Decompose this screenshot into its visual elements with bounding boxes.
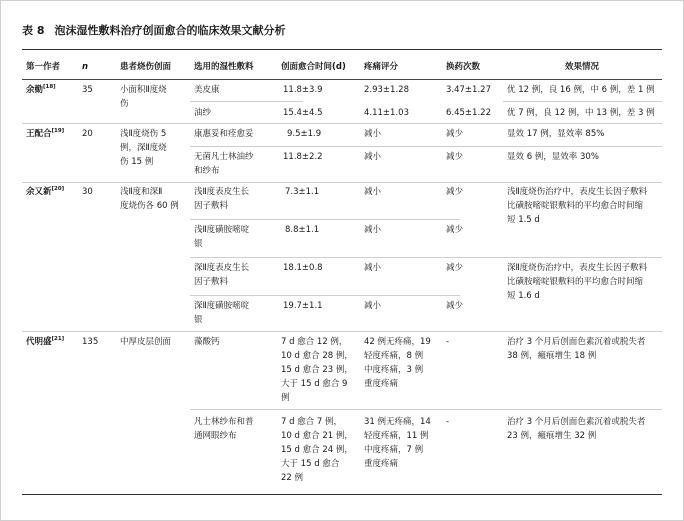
group-divider — [22, 182, 662, 183]
dressing-changes-cell: - — [446, 337, 450, 347]
effect-cell: 治疗 3 个月后创面色素沉着或脱失者 38 例，瘢痕增生 18 例 — [507, 337, 646, 361]
n-cell: 20 — [82, 129, 93, 139]
author-cell: 王配合[19] — [26, 128, 65, 139]
pain-score-cell: 减小 — [364, 263, 382, 273]
pain-score-cell: 31 例无疼痛，14 轻度疼痛，11 例 中度疼痛，7 例 重度疼痛 — [364, 417, 431, 469]
subrow-divider — [503, 101, 662, 102]
subrow-divider — [190, 295, 460, 296]
effect-cell: 显效 17 例，显效率 85% — [507, 129, 605, 139]
n-cell: 135 — [82, 337, 99, 347]
wound-cell: 浅Ⅱ度烧伤 5 例，深Ⅱ度烧 伤 15 例 — [120, 129, 167, 167]
author-cell: 余又新[20] — [26, 186, 65, 197]
author-cell: 余勤[18] — [26, 84, 56, 95]
reference-marker: [20] — [51, 186, 65, 193]
author-cell: 代明盛[21] — [26, 336, 65, 347]
dressing-changes-cell: 3.47±1.27 — [446, 85, 491, 95]
table-caption: 泡沫湿性敷料治疗创面愈合的临床效果文献分析 — [54, 24, 286, 37]
dressing-cell: 美皮康 — [194, 85, 220, 95]
healing-time-cell: 11.8±3.9 — [283, 85, 323, 95]
healing-time-cell: 9.5±1.9 — [287, 129, 322, 139]
dressing-changes-cell: 减少 — [446, 225, 464, 235]
dressing-changes-cell: 减少 — [446, 301, 464, 311]
healing-time-cell: 8.8±1.1 — [285, 225, 320, 235]
dressing-cell: 深Ⅱ度磺胺嘧啶 银 — [194, 301, 250, 325]
top-rule — [22, 49, 662, 50]
effect-cell: 显效 6 例，显效率 30% — [507, 152, 599, 162]
dressing-changes-cell: 减少 — [446, 187, 464, 197]
dressing-cell: 浅Ⅱ度磺胺嘧啶 银 — [194, 225, 250, 249]
table-title — [22, 22, 285, 38]
n-cell: 35 — [82, 85, 93, 95]
dressing-cell: 无菌凡士林油纱 和纱布 — [194, 152, 254, 176]
group-divider — [22, 123, 662, 124]
wound-cell: 中厚皮层创面 — [120, 337, 172, 347]
n-cell: 30 — [82, 187, 93, 197]
healing-time-cell: 18.1±0.8 — [283, 263, 323, 273]
header-n: n — [82, 62, 89, 72]
pain-score-cell: 减小 — [364, 152, 382, 162]
healing-time-cell: 7 d 愈合 12 例， 10 d 愈合 28 例， 15 d 愈合 23 例， 大于 15 d 愈合 9 例 — [281, 337, 353, 403]
healing-time-cell: 19.7±1.1 — [283, 301, 323, 311]
dressing-changes-cell: - — [446, 417, 450, 427]
dressing-changes-cell: 减少 — [446, 129, 464, 139]
dressing-cell: 凡士林纱布和普 通网眼纱布 — [194, 417, 254, 441]
subrow-divider — [190, 146, 662, 147]
bottom-rule — [22, 494, 662, 495]
dressing-cell: 油纱 — [194, 108, 212, 118]
dressing-changes-cell: 6.45±1.22 — [446, 108, 491, 118]
healing-time-cell: 7.3±1.1 — [285, 187, 320, 197]
header-healing-time: 创面愈合时间(d) — [281, 62, 346, 72]
dressing-cell: 浅Ⅱ度表皮生长 因子敷料 — [194, 187, 250, 211]
pain-score-cell: 减小 — [364, 301, 382, 311]
wound-cell: 小面积Ⅱ度烧 伤 — [120, 85, 167, 109]
table-number: 表 8 — [22, 24, 45, 37]
subrow-divider — [190, 219, 460, 220]
reference-marker: [19] — [51, 128, 65, 135]
reference-marker: [21] — [51, 336, 65, 343]
dressing-changes-cell: 减少 — [446, 152, 464, 162]
group-divider — [22, 331, 662, 332]
header-effect: 效果情况 — [565, 62, 600, 72]
pain-score-cell: 减小 — [364, 225, 382, 235]
effect-cell: 浅Ⅱ度烧伤治疗中，表皮生长因子敷料 比磺胺嘧啶银敷料的平均愈合时间缩 短 1.5 d — [507, 187, 648, 225]
header-dressing-changes: 换药次数 — [446, 62, 481, 72]
healing-time-cell: 15.4±4.5 — [283, 108, 323, 118]
effect-cell: 深Ⅱ度烧伤治疗中，表皮生长因子敷料 比磺胺嘧啶银敷料的平均愈合时间缩 短 1.6 d — [507, 263, 648, 301]
header-pain-score: 疼痛评分 — [364, 62, 399, 72]
pain-score-cell: 4.11±1.03 — [364, 108, 409, 118]
header-dressing: 选用的湿性敷料 — [194, 62, 254, 72]
header-author: 第一作者 — [26, 62, 61, 72]
subrow-divider — [190, 409, 662, 410]
effect-cell: 治疗 3 个月后创面色素沉着或脱失者 23 例，瘢痕增生 32 例 — [507, 417, 646, 441]
pain-score-cell: 42 例无疼痛，19 轻度疼痛，8 例 中度疼痛，3 例 重度疼痛 — [364, 337, 431, 389]
subrow-divider — [190, 101, 303, 102]
healing-time-cell: 11.8±2.2 — [283, 152, 323, 162]
dressing-cell: 深Ⅱ度表皮生长 因子敷料 — [194, 263, 250, 287]
effect-cell: 优 12 例，良 16 例，中 6 例，差 1 例 — [507, 85, 655, 95]
pain-score-cell: 减小 — [364, 129, 382, 139]
subrow-divider — [190, 257, 662, 258]
wound-cell: 浅Ⅱ度和深Ⅱ 度烧伤各 60 例 — [120, 187, 179, 211]
header-wound: 患者烧伤创面 — [120, 62, 172, 72]
dressing-cell: 藻酸钙 — [194, 337, 220, 347]
effect-cell: 优 7 例，良 12 例，中 13 例，差 3 例 — [507, 108, 655, 118]
header-rule — [22, 79, 662, 80]
dressing-changes-cell: 减少 — [446, 263, 464, 273]
healing-time-cell: 7 d 愈合 7 例， 10 d 愈合 21 例， 15 d 愈合 24 例， 大于 15 d 愈合 22 例 — [281, 417, 353, 483]
reference-marker: [18] — [43, 84, 56, 91]
pain-score-cell: 2.93±1.28 — [364, 85, 409, 95]
pain-score-cell: 减小 — [364, 187, 382, 197]
dressing-cell: 康惠妥和痊愈妥 — [194, 129, 254, 139]
